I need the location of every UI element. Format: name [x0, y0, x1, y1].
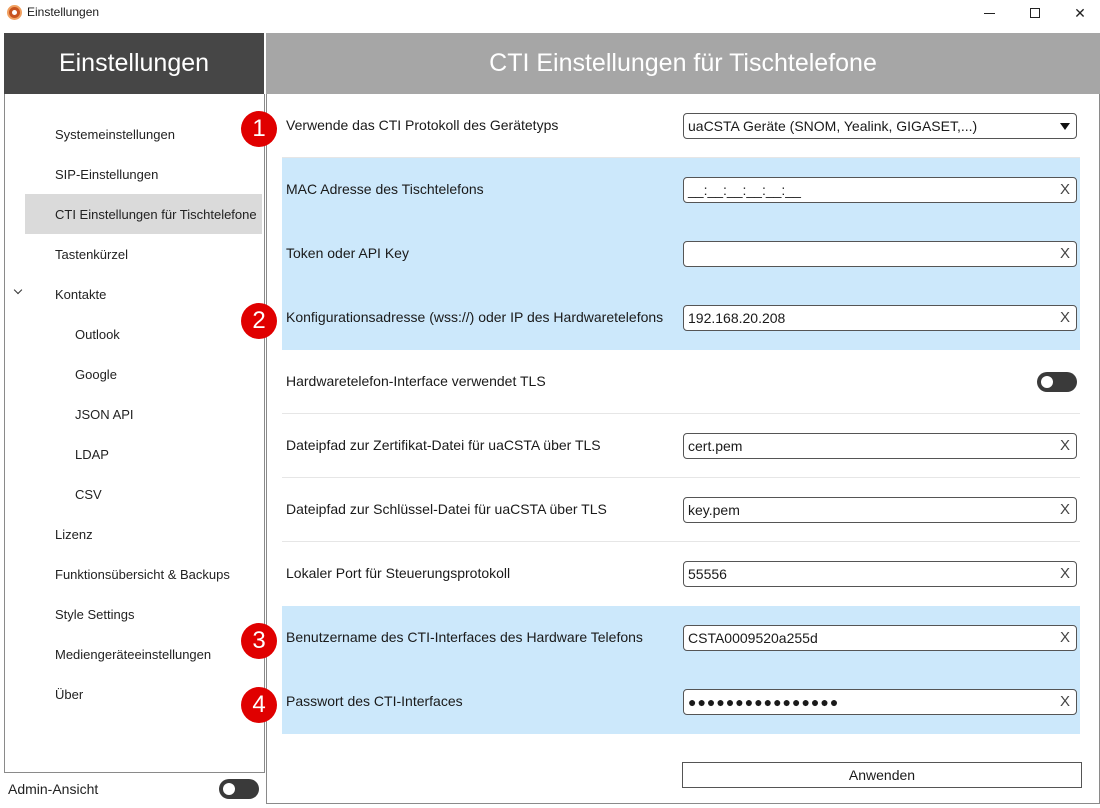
page-title: CTI Einstellungen für Tischtelefone — [266, 33, 1100, 94]
sidebar-item-funktionsuebersicht[interactable] — [25, 554, 262, 594]
setting-row-tls — [282, 350, 1080, 414]
setting-label: Passwort des CTI-Interfaces — [286, 693, 463, 709]
clear-x-icon[interactable]: X — [1059, 565, 1070, 582]
sidebar-item-label: Funktionsübersicht & Backups — [55, 566, 230, 582]
setting-label: Token oder API Key — [286, 245, 409, 261]
sidebar-item-tastenkuerzel[interactable] — [25, 234, 262, 274]
tls-toggle[interactable] — [1037, 372, 1077, 392]
dropdown-caret-icon — [1060, 123, 1070, 130]
sidebar-item-ldap[interactable] — [25, 434, 262, 474]
sidebar-item-label: Tastenkürzel — [55, 246, 128, 262]
minimize-icon — [984, 13, 995, 14]
sidebar-item-label: Outlook — [75, 326, 120, 342]
cert-file-input[interactable] — [683, 433, 1077, 459]
sidebar-item-label: CSV — [75, 486, 102, 502]
sidebar-item-json-api[interactable] — [25, 394, 262, 434]
maximize-button[interactable] — [1012, 0, 1058, 26]
chevron-down-icon[interactable] — [13, 287, 25, 299]
setting-row-device-type — [282, 94, 1080, 158]
close-button[interactable] — [1057, 0, 1100, 26]
clear-x-icon[interactable]: X — [1059, 309, 1070, 326]
sidebar-item-mediengeraete[interactable] — [25, 634, 262, 674]
sidebar-item-outlook[interactable] — [25, 314, 262, 354]
callout-badge-4: 4 — [241, 687, 277, 723]
setting-row-mac-address — [282, 158, 1080, 222]
input-value: 192.168.20.208 — [688, 310, 786, 326]
setting-label: Benutzername des CTI-Interfaces des Hardware Telefons — [286, 629, 643, 645]
callout-badge-3: 3 — [241, 623, 277, 659]
token-input[interactable] — [683, 241, 1077, 267]
sidebar-item-label: SIP-Einstellungen — [55, 166, 159, 182]
sidebar-item-label: Google — [75, 366, 117, 382]
sidebar-item-label: Kontakte — [55, 286, 107, 302]
setting-label: Hardwaretelefon-Interface verwendet TLS — [286, 373, 546, 389]
setting-label: Konfigurationsadresse (wss://) oder IP des Hardwaretelefons — [286, 309, 664, 325]
clear-x-icon[interactable]: X — [1059, 245, 1070, 262]
local-port-input[interactable] — [683, 561, 1077, 587]
callout-badge-2: 2 — [241, 303, 277, 339]
app-logo-icon — [7, 5, 22, 20]
input-value: __:__:__:__:__:__ — [688, 182, 801, 198]
apply-button[interactable]: Anwenden — [682, 762, 1082, 788]
sidebar-item-label: JSON API — [75, 406, 134, 422]
sidebar-item-style-settings[interactable] — [25, 594, 262, 634]
input-value: CSTA0009520a255d — [688, 630, 818, 646]
input-value: cert.pem — [688, 438, 743, 454]
minimize-button[interactable] — [966, 0, 1012, 26]
config-address-input[interactable] — [683, 305, 1077, 331]
setting-label: Dateipfad zur Schlüssel-Datei für uaCSTA über TLS — [286, 501, 607, 517]
admin-view-label: Admin-Ansicht — [8, 781, 99, 797]
sidebar-item-label: Mediengeräteeinstellungen — [55, 646, 212, 662]
password-input[interactable] — [683, 689, 1077, 715]
callout-badge-1: 1 — [241, 111, 277, 147]
input-value: 55556 — [688, 566, 727, 582]
setting-row-username — [282, 606, 1080, 670]
sidebar-item-csv[interactable] — [25, 474, 262, 514]
setting-row-key-file — [282, 478, 1080, 542]
sidebar-item-label: LDAP — [75, 446, 109, 462]
sidebar-item-label: Lizenz — [55, 526, 93, 542]
sidebar-item-cti-einstellungen[interactable] — [25, 194, 262, 234]
setting-label: Dateipfad zur Zertifikat-Datei für uaCSTA über TLS — [286, 437, 601, 453]
device-type-select[interactable] — [683, 113, 1077, 139]
sidebar-title: Einstellungen — [4, 33, 264, 94]
setting-label: Lokaler Port für Steuerungsprotokoll — [286, 565, 511, 581]
clear-x-icon[interactable]: X — [1059, 181, 1070, 198]
setting-row-config-address — [282, 286, 1080, 350]
key-file-input[interactable] — [683, 497, 1077, 523]
input-value: ●●●●●●●●●●●●●●●● — [688, 694, 840, 710]
sidebar-item-label: Systemeinstellungen — [55, 126, 175, 142]
setting-row-cert-file — [282, 414, 1080, 478]
close-icon: ✕ — [1074, 4, 1086, 21]
setting-label: Verwende das CTI Protokoll des Gerätetyps — [286, 117, 559, 133]
clear-x-icon[interactable]: X — [1059, 693, 1070, 710]
sidebar-item-ueber[interactable] — [25, 674, 262, 714]
mac-address-input[interactable] — [683, 177, 1077, 203]
maximize-icon — [1030, 8, 1040, 18]
clear-x-icon[interactable]: X — [1059, 501, 1070, 518]
select-value: uaCSTA Geräte (SNOM, Yealink, GIGASET,...) — [688, 118, 978, 134]
sidebar-item-kontakte[interactable] — [25, 274, 262, 314]
clear-x-icon[interactable]: X — [1059, 629, 1070, 646]
window-title: Einstellungen — [27, 5, 100, 19]
clear-x-icon[interactable]: X — [1059, 437, 1070, 454]
sidebar-item-google[interactable] — [25, 354, 262, 394]
sidebar-item-label: Über — [55, 686, 84, 702]
input-value: key.pem — [688, 502, 740, 518]
sidebar-item-systemeinstellungen[interactable] — [25, 114, 262, 154]
setting-row-local-port — [282, 542, 1080, 606]
sidebar-item-label: CTI Einstellungen für Tischtelefone — [55, 206, 257, 222]
username-input[interactable] — [683, 625, 1077, 651]
setting-label: MAC Adresse des Tischtelefons — [286, 181, 484, 197]
setting-row-password — [282, 670, 1080, 734]
admin-view-toggle[interactable] — [219, 779, 259, 799]
setting-row-token — [282, 222, 1080, 286]
sidebar — [4, 94, 265, 773]
sidebar-item-label: Style Settings — [55, 606, 135, 622]
sidebar-item-sip-einstellungen[interactable] — [25, 154, 262, 194]
sidebar-item-lizenz[interactable] — [25, 514, 262, 554]
title-bar — [0, 0, 1100, 26]
